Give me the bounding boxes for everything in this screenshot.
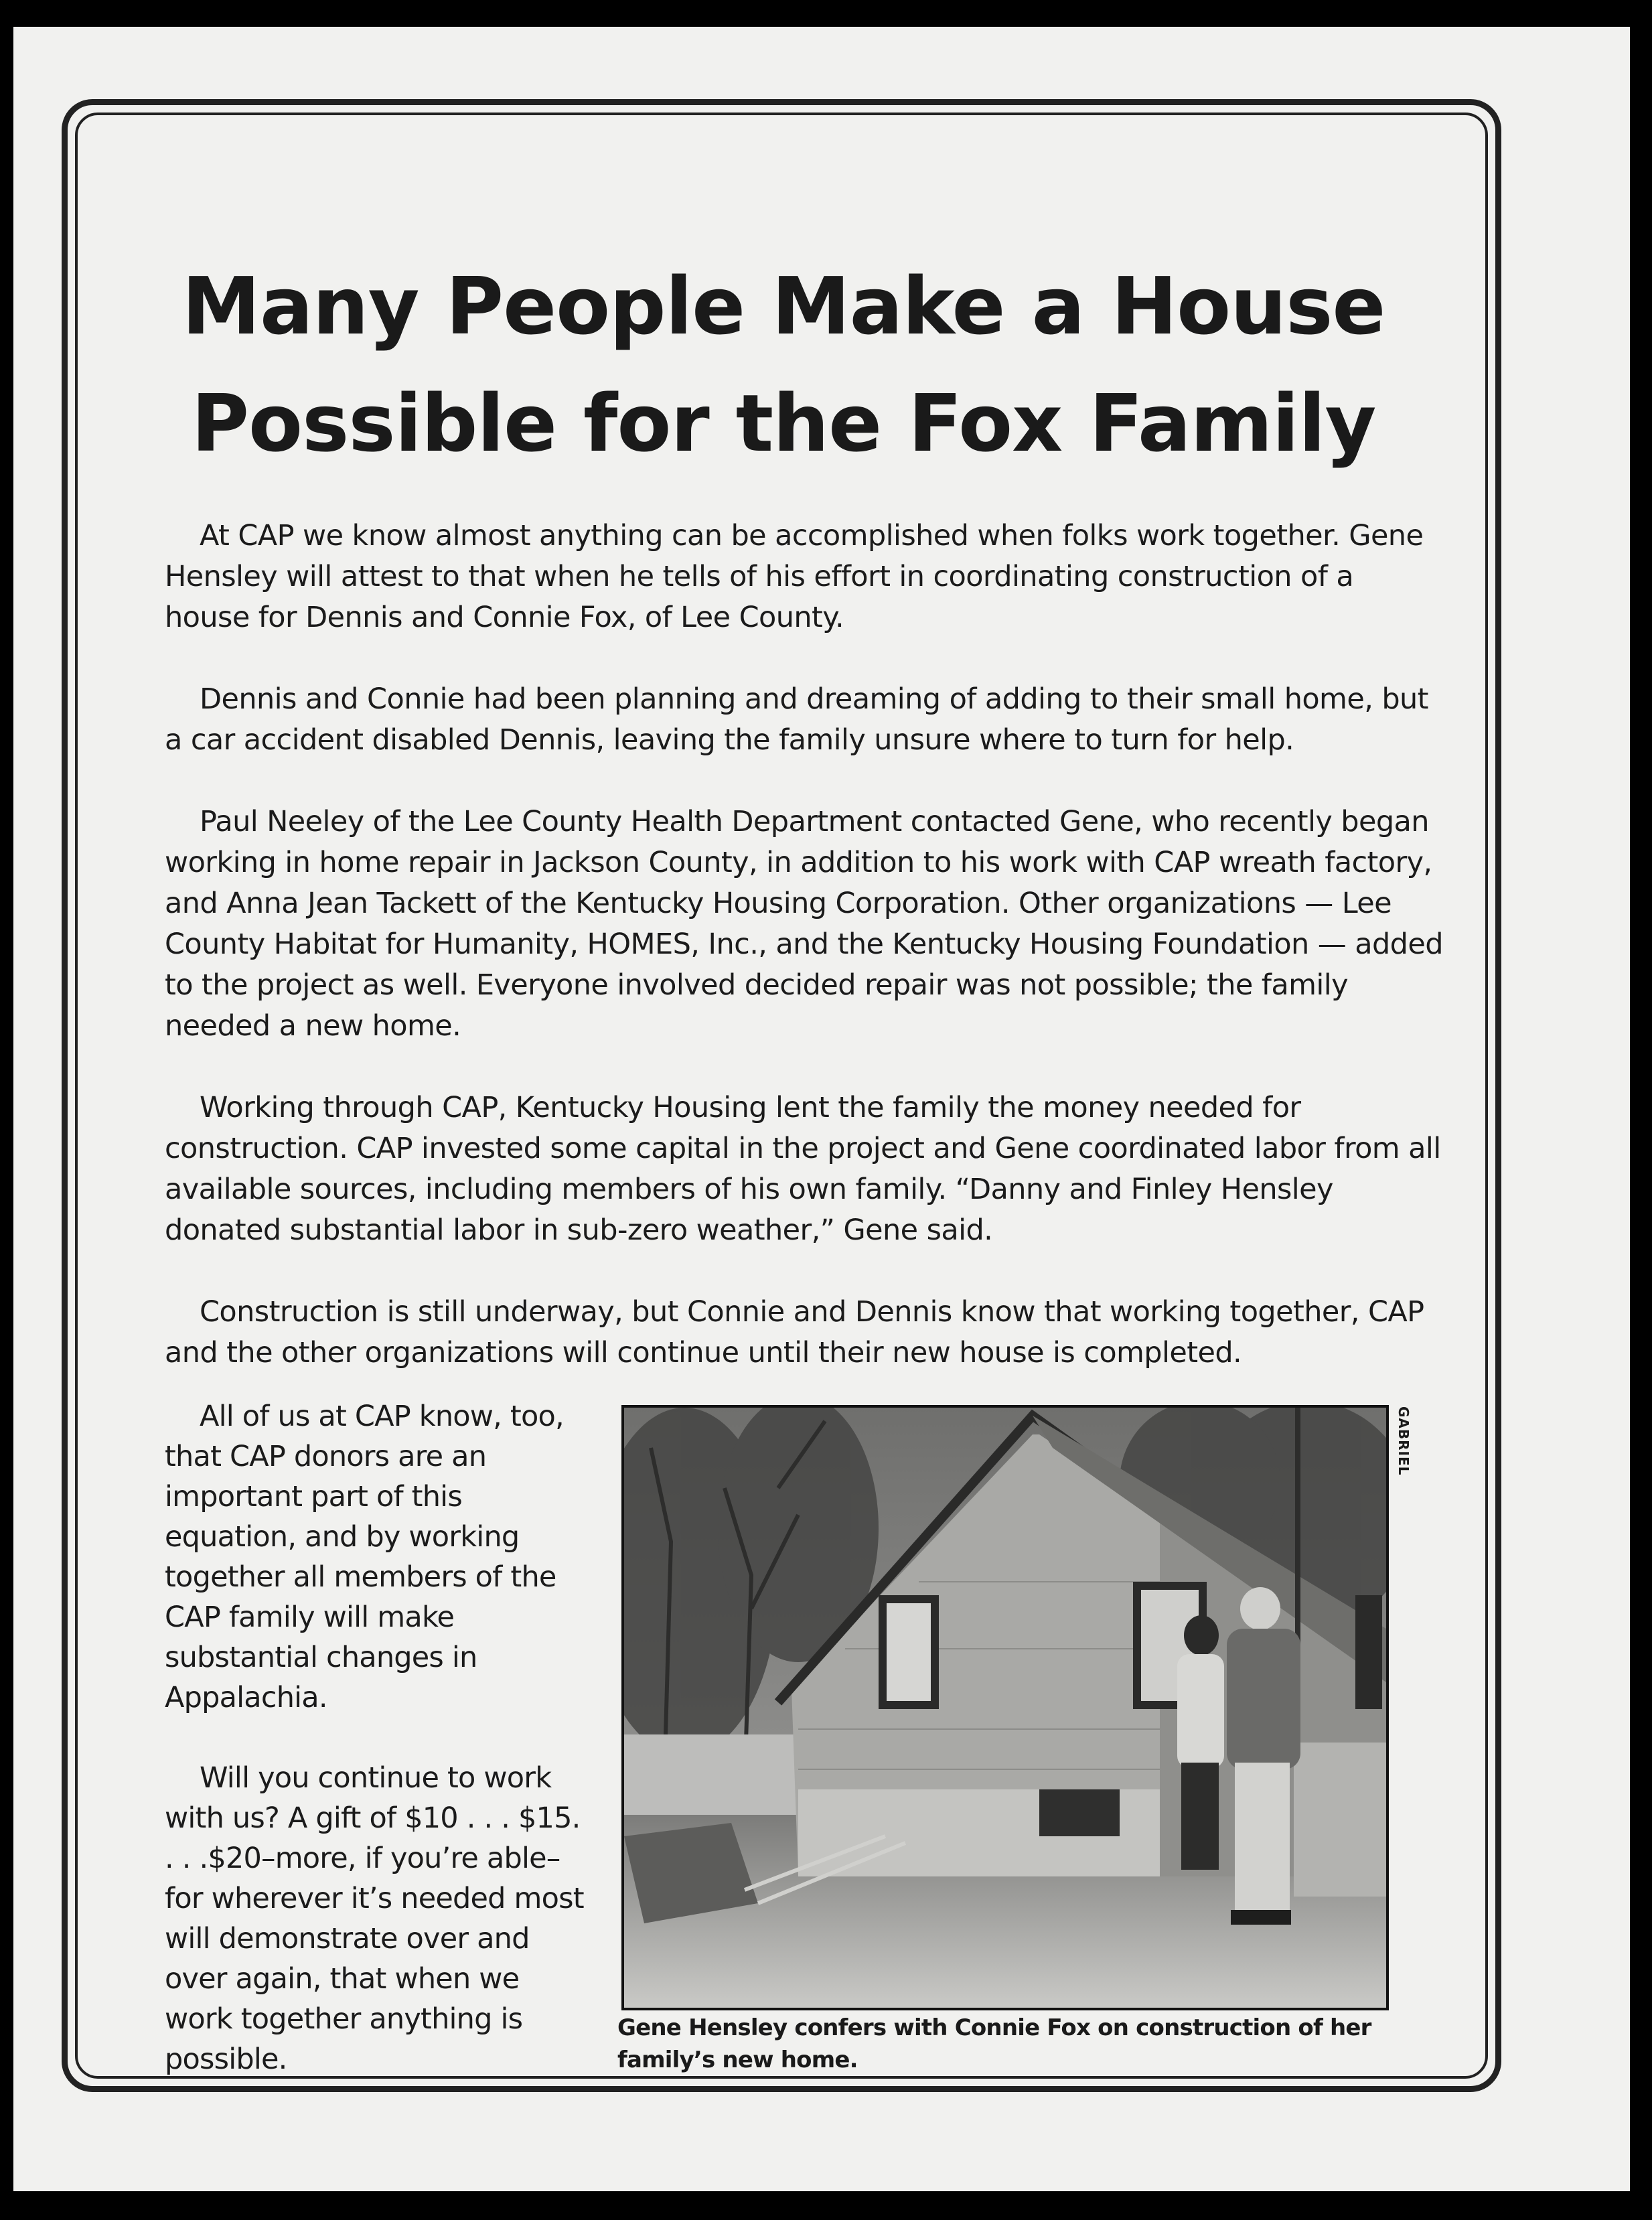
paragraph-4: Working through CAP, Kentucky Housing lent the family the money needed for construction. CAP invested some capital in the project and Gene coordinated labor from all available sources, including members of his own family. “Danny and Finley Hensley donated substantial labor in sub-zero weather,” Gene said. [165, 1091, 1441, 1247]
paragraph-2: Dennis and Connie had been planning and dreaming of adding to their small home, but a car accident disabled Dennis, leaving the family unsure where to turn for help. [165, 682, 1428, 757]
appeal-paragraph-1: All of us at CAP know, too, that CAP donors are an important part of this equation, and by working together all members of the CAP family will make substantial changes in Appalachia. [165, 1400, 564, 1714]
paragraph-5: Construction is still underway, but Connie and Dennis know that working together, CAP and the other organizations will continue until their new house is completed. [165, 1295, 1424, 1370]
paragraph-1: At CAP we know almost anything can be accomplished when folks work together. Gene Hensley will attest to that when he tells of his effort in coordinating construction of a house for Dennis and Connie Fox, of Lee County. [165, 519, 1424, 634]
article-headline [127, 248, 1440, 482]
photo-credit: GABRIEL [1396, 1406, 1412, 1476]
article-body [165, 516, 1444, 1414]
headline-line-2: Possible for the Fox Family [191, 377, 1376, 469]
appeal-paragraph-2: Will you continue to work with us? A gift of $10 . . . $15. . . .$20–more, if you’re able–for wherever it’s needed most will demonstrate over and over again, that when we work together anything is possible. [165, 1761, 584, 2076]
photo-caption: Gene Hensley confers with Connie Fox on construction of her family’s new home. [617, 2014, 1371, 2073]
house-photo [621, 1405, 1389, 2010]
headline-line-1: Many People Make a House [181, 260, 1385, 352]
appeal-column [165, 1396, 593, 2120]
paragraph-3: Paul Neeley of the Lee County Health Department contacted Gene, who recently began working in home repair in Jackson County, in addition to his work with CAP wreath factory, and Anna Jean Tackett of the Kentucky Housing Corporation. Other organizations — Lee County Habitat for Humanity, HOMES, Inc., and the Kentucky Housing Foundation — added to the project as well. Everyone involved decided repair was not possible; the family needed a new home. [165, 805, 1443, 1043]
